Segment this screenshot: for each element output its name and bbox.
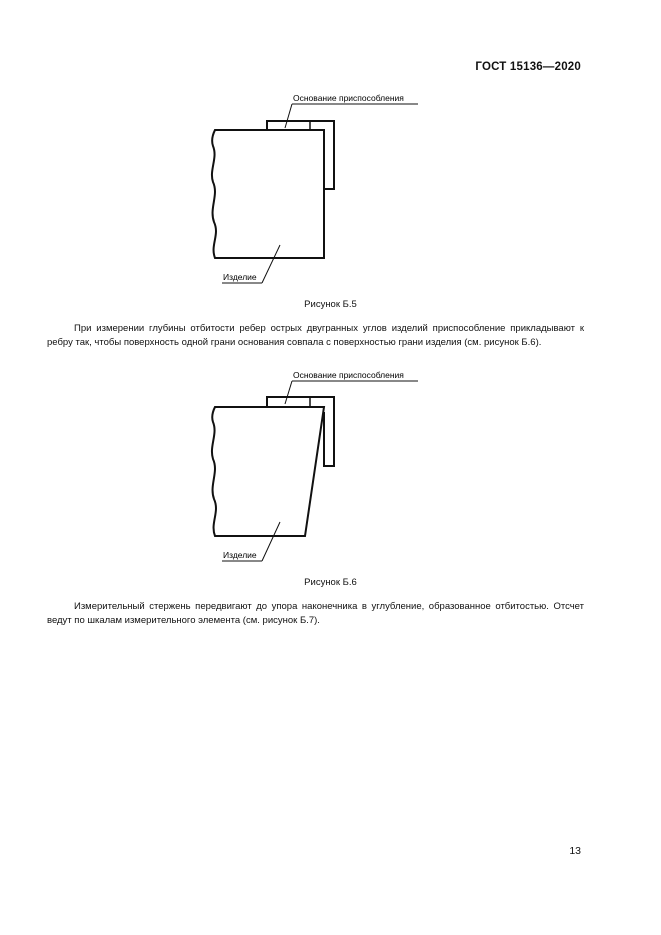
product-outline <box>212 407 324 536</box>
paragraph-1 <box>47 322 584 350</box>
leader-base <box>285 104 292 128</box>
leader-product <box>262 245 280 283</box>
figure-b5-caption: Рисунок Б.5 <box>304 299 357 310</box>
figure-b6 <box>0 365 661 570</box>
paragraph-1-text: При измерении глубины отбитости ребер острых двугранных углов изделий приспособление прикладывают к ребру так, чтобы поверхность одной грани основания совпала с поверхностью грани изделия (см. рисунок Б.6). <box>47 323 584 348</box>
label-base: Основание приспособления <box>293 93 404 103</box>
figure-b6-drawing <box>0 365 661 570</box>
document-code: ГОСТ 15136—2020 <box>475 61 581 73</box>
page-number: 13 <box>569 845 581 857</box>
paragraph-2-text: Измерительный стержень передвигают до упора наконечника в углубление, образованное отбитостью. Отсчет ведут по шкалам измерительного элемента (см. рисунок Б.7). <box>47 601 584 626</box>
product-outline <box>212 130 324 258</box>
figure-b6-caption: Рисунок Б.6 <box>304 577 357 588</box>
paragraph-2 <box>47 600 584 628</box>
label-base: Основание приспособления <box>293 370 404 380</box>
label-product: Изделие <box>223 550 257 560</box>
leader-base <box>285 381 292 404</box>
figure-b5 <box>0 90 661 290</box>
leader-product <box>262 522 280 561</box>
label-product: Изделие <box>223 272 257 282</box>
figure-b5-drawing <box>0 90 661 290</box>
